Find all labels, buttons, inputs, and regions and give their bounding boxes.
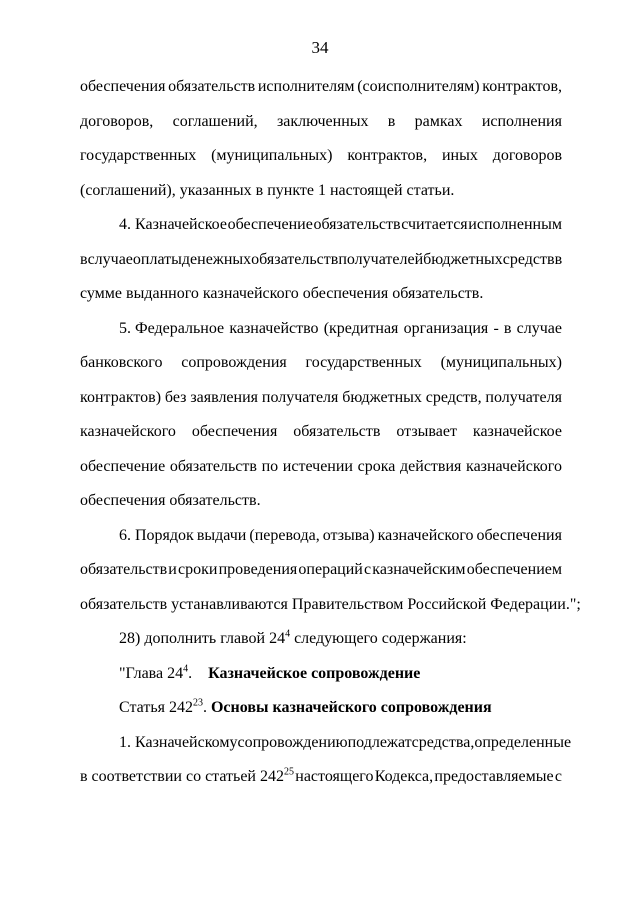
- text-word: казначейского: [377, 526, 474, 544]
- amendment-line: [80, 622, 562, 657]
- text-word: выдачи: [196, 526, 247, 544]
- text-word: действия: [400, 457, 462, 475]
- text-word: бюджетных: [342, 388, 422, 406]
- text-word: рамках: [414, 112, 463, 130]
- paragraph-line: [80, 553, 562, 588]
- text-word: по: [261, 457, 279, 475]
- text-word: в: [387, 112, 396, 130]
- text-word: сопровождения: [181, 354, 287, 371]
- document-body: [80, 70, 581, 795]
- paragraph-line: [80, 139, 562, 174]
- text-word: банковского: [80, 354, 163, 371]
- text-word: подлежат: [347, 733, 412, 751]
- paragraph-line: [80, 208, 562, 243]
- text-word: денежных: [181, 250, 252, 268]
- amendment-text: 28) дополнить главой 24: [119, 630, 286, 647]
- text-word: отзывает: [396, 423, 457, 440]
- text-word: договоров: [492, 147, 562, 164]
- text-word: заключенных: [276, 112, 369, 130]
- article-title: Основы казначейского сопровождения: [210, 699, 492, 716]
- paragraph-line: [80, 760, 562, 795]
- text-fragment: обязательств устанавливаются Правительством Российской Федерации.";: [80, 595, 581, 613]
- text-word: обеспечения: [191, 423, 278, 440]
- text-word: (соисполнителям): [357, 78, 480, 95]
- text-fragment: (соглашений), указанных в пункте 1 настоящей статьи.: [80, 181, 455, 199]
- text-word: отзыва): [322, 526, 375, 544]
- text-word: обеспечения: [476, 526, 562, 544]
- text-word: исполнителям: [257, 78, 355, 95]
- chapter-dot: .: [188, 664, 193, 682]
- article-superscript: 23: [192, 697, 203, 709]
- text-word: обязательств: [251, 250, 339, 268]
- paragraph-line: [80, 415, 562, 450]
- text-word: обязательств: [293, 423, 381, 440]
- text-word: с: [554, 768, 562, 785]
- text-word: исполненным: [468, 216, 562, 233]
- text-word: средств,: [425, 388, 482, 406]
- text-word: средств: [502, 250, 555, 268]
- text-word: считается: [401, 216, 468, 233]
- text-word: истечении: [282, 457, 353, 475]
- text-word: сопровождению: [237, 733, 348, 751]
- text-word: обязательств: [80, 561, 168, 578]
- article-heading: [80, 691, 562, 726]
- text-word: в: [554, 250, 563, 268]
- chapter-title: Казначейское сопровождение: [208, 664, 421, 682]
- text-word: получателей: [338, 250, 424, 268]
- text-word: Кодекса,: [374, 768, 434, 785]
- amendment-suffix: следующего содержания:: [290, 630, 467, 647]
- chapter-heading: [80, 657, 562, 692]
- text-word: (кредитная: [323, 319, 399, 337]
- article-dot: .: [202, 699, 211, 716]
- article-label: Статья 242: [119, 699, 193, 716]
- text-word: обеспечением: [466, 561, 562, 578]
- paragraph-line: [80, 519, 562, 554]
- text-word: предоставляемые: [434, 768, 554, 785]
- paragraph-line: [80, 346, 562, 381]
- text-word: обеспечение: [227, 216, 313, 233]
- text-word: (муниципальных): [211, 147, 333, 164]
- paragraph-line: [80, 381, 562, 416]
- text-word: казначейство: [229, 319, 319, 337]
- text-word: с: [364, 561, 372, 578]
- text-word: обеспечения: [80, 78, 166, 95]
- text-word: договоров,: [80, 112, 154, 130]
- text-word: операций: [298, 561, 363, 578]
- text-word: обязательств: [313, 216, 401, 233]
- text-fragment: в соответствии со статьей $242^{25}$: [80, 766, 294, 785]
- paragraph-line: [80, 105, 562, 140]
- text-word: получателя: [485, 388, 562, 406]
- text-fragment: сумме выданного казначейского обеспечения обязательств.: [80, 285, 484, 302]
- text-word: обеспечение: [80, 457, 166, 475]
- text-word: настоящего: [295, 768, 374, 785]
- text-word: государственных: [80, 147, 197, 164]
- text-word: казначейского: [80, 423, 176, 440]
- text-word: государственных: [305, 354, 422, 371]
- text-word: и: [168, 561, 177, 578]
- text-word: организация: [403, 319, 489, 337]
- text-word: проведения: [218, 561, 298, 578]
- text-word: казначейского: [466, 457, 562, 475]
- text-word: соглашений,: [172, 112, 258, 130]
- paragraph-line: [80, 174, 562, 209]
- text-word: (муниципальных): [440, 354, 562, 371]
- text-word: -: [493, 319, 499, 337]
- paragraph-line: [80, 277, 562, 312]
- text-fragment: обеспечения обязательств.: [80, 492, 261, 509]
- text-word: 6. Порядок: [119, 526, 194, 544]
- paragraph-line: [80, 312, 562, 347]
- text-word: определенные: [474, 733, 572, 751]
- article-ref-superscript: 25: [284, 766, 294, 778]
- paragraph-line: [80, 726, 572, 761]
- amendment-superscript: 4: [285, 628, 291, 640]
- text-word: казначейское: [472, 423, 562, 440]
- paragraph-line: [80, 484, 562, 519]
- text-word: оплаты: [132, 250, 182, 268]
- text-word: контрактов): [80, 388, 162, 406]
- text-word: срока: [357, 457, 396, 475]
- chapter-label: "Глава 24: [119, 664, 184, 682]
- text-word: сроки: [178, 561, 218, 578]
- paragraph-line: [80, 450, 562, 485]
- text-word: 1. Казначейскому: [119, 733, 238, 751]
- text-word: исполнения: [481, 112, 562, 130]
- text-word: 5. Федеральное: [119, 319, 225, 337]
- text-word: заявления: [190, 388, 259, 406]
- text-word: в: [80, 250, 88, 268]
- text-word: бюджетных: [423, 250, 503, 268]
- page-number: 34: [311, 38, 329, 57]
- text-word: случае: [87, 250, 133, 268]
- text-word: контрактов,: [347, 147, 428, 164]
- text-word: (перевода,: [249, 526, 320, 544]
- text-word: случае: [516, 319, 562, 337]
- text-word: получателя: [261, 388, 339, 406]
- text-word: в: [503, 319, 512, 337]
- paragraph-line: [80, 243, 562, 278]
- paragraph-line: [80, 588, 581, 623]
- text-word: средства,: [411, 733, 475, 751]
- paragraph-line: [80, 70, 562, 105]
- text-word: иных: [441, 147, 478, 164]
- text-word: 4. Казначейское: [119, 216, 227, 233]
- text-word: обязательств: [169, 457, 257, 475]
- chapter-superscript: 4: [183, 663, 189, 675]
- text-word: обязательств: [168, 78, 256, 95]
- text-word: казначейским: [372, 561, 466, 578]
- text-word: без: [164, 388, 187, 406]
- text-word: контрактов,: [482, 78, 562, 95]
